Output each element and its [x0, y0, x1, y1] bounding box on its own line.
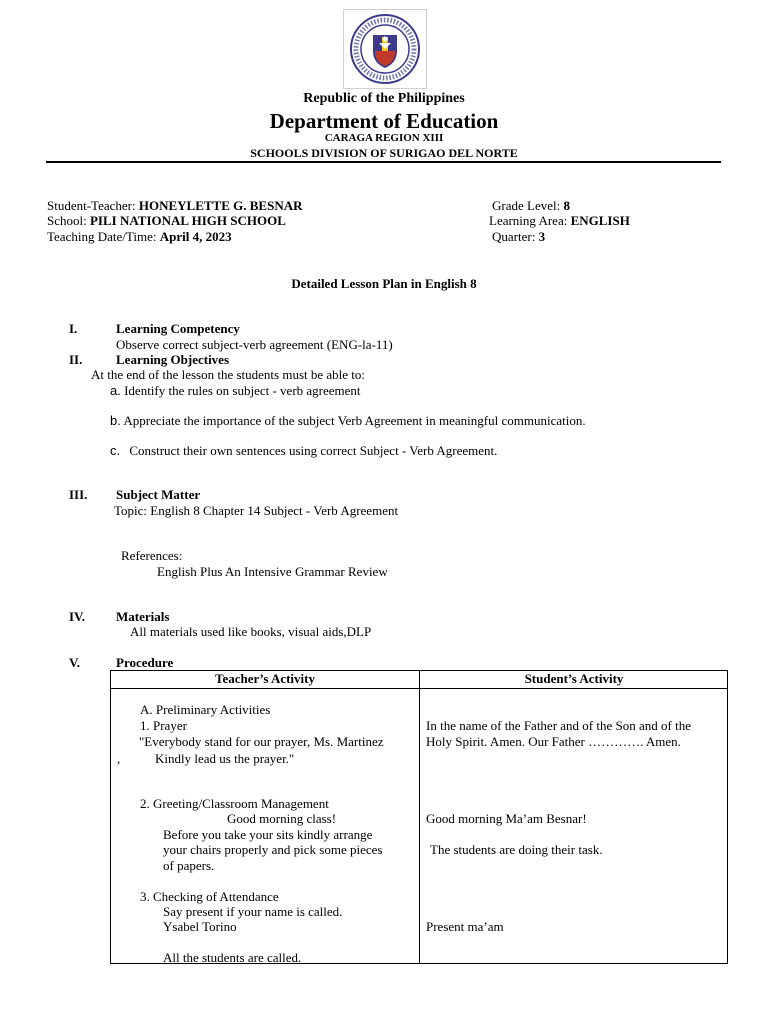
teacher-line: 3. Checking of Attendance — [140, 889, 279, 904]
division-line: SCHOOLS DIVISION OF SURIGAO DEL NORTE — [250, 146, 518, 160]
header-divider — [46, 161, 721, 163]
school-value: PILI NATIONAL HIGH SCHOOL — [89, 213, 286, 228]
objective-a-marker: a. — [110, 383, 121, 398]
area-row — [489, 213, 630, 229]
school-row — [47, 213, 286, 229]
student-teacher-label: Student-Teacher: — [47, 198, 136, 213]
objective-c-text: Construct their own sentences using correct Subject - Verb Agreement. — [129, 443, 498, 458]
student-teacher-row — [47, 198, 302, 214]
section-1-text: Observe correct subject-verb agreement (ENG-la-11) — [116, 337, 393, 352]
section-1-number: I. — [69, 321, 78, 336]
section-2-intro: At the end of the lesson the students must be able to: — [91, 367, 366, 382]
date-value: April 4, 2023 — [159, 229, 232, 244]
teacher-line: 2. Greeting/Classroom Management — [140, 796, 329, 811]
teacher-line: All the students are called. — [163, 950, 302, 965]
table-header-rule — [111, 688, 727, 689]
deped-seal-icon — [349, 13, 421, 85]
teacher-line: A. Preliminary Activities — [140, 702, 271, 717]
grade-label: Grade Level: — [492, 198, 561, 213]
section-2-number: II. — [69, 352, 83, 367]
objective-a-text: Identify the rules on subject - verb agreement — [124, 383, 361, 398]
quarter-value: 3 — [538, 229, 546, 244]
department-title: Department of Education — [269, 109, 499, 133]
section-3-number: III. — [69, 487, 88, 502]
student-line: The students are doing their task. — [430, 842, 603, 857]
deped-seal-frame — [343, 9, 427, 89]
section-5-number: V. — [69, 655, 80, 670]
section-3-topic: Topic: English 8 Chapter 14 Subject - Verb Agreement — [114, 503, 399, 518]
section-4-title: Materials — [116, 609, 170, 624]
student-activity-header: Student’s Activity — [524, 671, 624, 686]
teacher-line: "Everybody stand for our prayer, Ms. Martinez — [139, 734, 384, 749]
student-teacher-value: HONEYLETTE G. BESNAR — [138, 198, 303, 213]
quarter-row — [492, 229, 545, 245]
objective-b-marker: b. — [110, 413, 121, 428]
objective-c-marker: c. — [110, 443, 121, 458]
section-4-number: IV. — [69, 609, 86, 624]
student-line: Holy Spirit. Amen. Our Father …………. Amen. — [426, 734, 681, 749]
date-label: Teaching Date/Time: — [47, 229, 157, 244]
grade-row — [492, 198, 570, 214]
objective-c — [110, 443, 497, 459]
section-3-references-label: References: — [121, 548, 183, 563]
objective-b-text: Appreciate the importance of the subject Verb Agreement in meaningful communication. — [123, 413, 586, 428]
objective-b — [110, 413, 586, 429]
student-line: In the name of the Father and of the Son and of the — [426, 718, 691, 733]
teacher-activity-header: Teacher’s Activity — [214, 671, 315, 686]
section-4-text: All materials used like books, visual aids,DLP — [130, 624, 372, 639]
teacher-line: Ysabel Torino — [163, 919, 237, 934]
teacher-line: your chairs properly and pick some pieces — [163, 842, 383, 857]
area-value: ENGLISH — [570, 213, 630, 228]
lesson-plan-title: Detailed Lesson Plan in English 8 — [291, 276, 477, 291]
date-row — [47, 229, 232, 245]
objective-a — [110, 383, 361, 399]
section-3-title: Subject Matter — [116, 487, 201, 502]
teacher-line: Say present if your name is called. — [163, 904, 343, 919]
student-line: Present ma’am — [426, 919, 504, 934]
teacher-line: , — [117, 751, 121, 766]
teacher-line: Before you take your sits kindly arrange — [163, 827, 373, 842]
teacher-line: Kindly lead us the prayer." — [155, 751, 295, 766]
teacher-line: Good morning class! — [227, 811, 337, 826]
section-5-title: Procedure — [116, 655, 174, 670]
section-2-title: Learning Objectives — [116, 352, 230, 367]
region-line: CARAGA REGION XIII — [324, 132, 444, 144]
grade-value: 8 — [563, 198, 570, 213]
school-label: School: — [47, 213, 87, 228]
section-1-title: Learning Competency — [116, 321, 240, 336]
section-3-references-text: English Plus An Intensive Grammar Review — [157, 564, 388, 579]
republic-line: Republic of the Philippines — [303, 91, 465, 106]
table-column-divider — [419, 671, 420, 963]
student-line: Good morning Ma’am Besnar! — [426, 811, 587, 826]
teacher-line: 1. Prayer — [140, 718, 187, 733]
area-label: Learning Area: — [489, 213, 568, 228]
procedure-table — [110, 670, 728, 964]
teacher-line: of papers. — [163, 858, 215, 873]
quarter-label: Quarter: — [492, 229, 536, 244]
